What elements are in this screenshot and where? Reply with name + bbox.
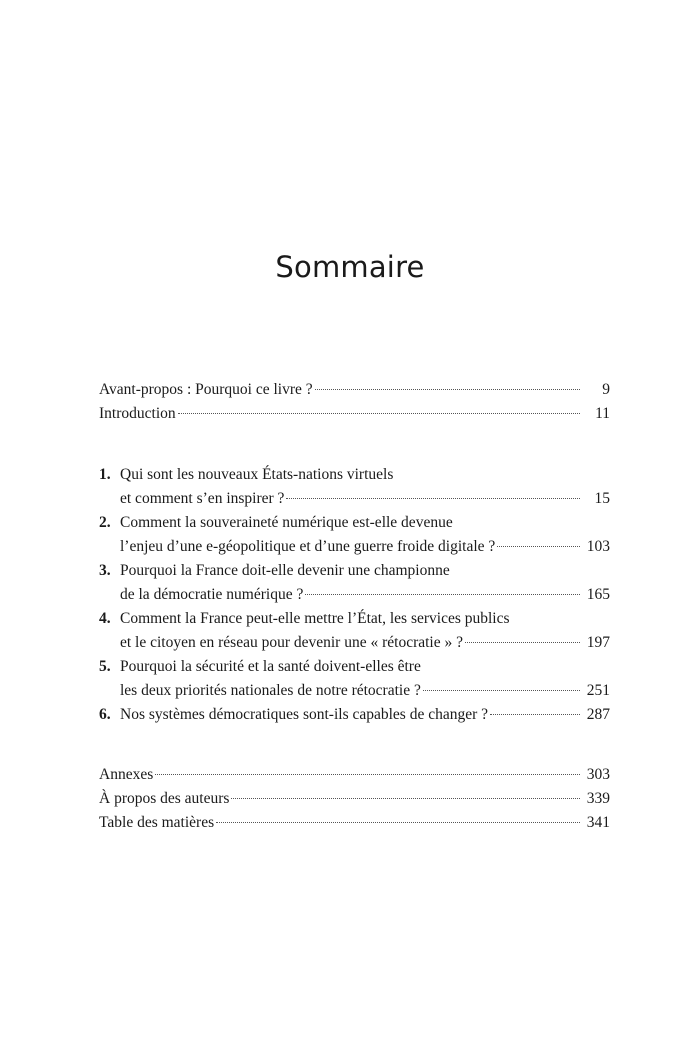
page-title: Sommaire xyxy=(275,250,425,284)
chapter-title-line: et comment s’en inspirer ? xyxy=(120,490,285,507)
chapter-title-line: Nos systèmes démocratiques sont-ils capables de changer ? xyxy=(120,706,489,723)
toc-entry-annexes[interactable] xyxy=(99,763,610,787)
toc-chapters xyxy=(99,463,610,727)
chapter-title-line: Comment la souveraineté numérique est-elle devenue xyxy=(120,514,453,531)
toc-entry-text: Avant-propos : Pourquoi ce livre ? xyxy=(99,381,313,398)
dot-leader xyxy=(155,774,580,775)
chapter-title-line: Qui sont les nouveaux États-nations virtuels xyxy=(120,466,394,483)
toc-chapter-6[interactable] xyxy=(99,703,610,727)
dot-leader xyxy=(216,822,580,823)
dot-leader xyxy=(465,642,580,643)
dot-leader xyxy=(497,546,580,547)
dot-leader xyxy=(231,798,580,799)
toc-page-number: 339 xyxy=(586,790,610,807)
chapter-title-line: les deux priorités nationales de notre rétocratie ? xyxy=(120,682,421,699)
chapter-title-line: Pourquoi la France doit-elle devenir une championne xyxy=(120,562,450,579)
toc-page-number: 303 xyxy=(586,766,610,783)
chapter-number: 5. xyxy=(99,658,111,675)
toc-entry-a-propos[interactable] xyxy=(99,787,610,811)
toc-entry-text: À propos des auteurs xyxy=(99,790,230,807)
chapter-number: 4. xyxy=(99,610,111,627)
chapter-title-line: l’enjeu d’une e-géopolitique et d’une guerre froide digitale ? xyxy=(120,538,496,555)
toc-entry-text: Table des matières xyxy=(99,814,215,831)
toc-page-number: 287 xyxy=(586,706,610,723)
dot-leader xyxy=(305,594,580,595)
chapter-title-line: et le citoyen en réseau pour devenir une « rétocratie » ? xyxy=(120,634,463,651)
chapter-number: 3. xyxy=(99,562,111,579)
chapter-number: 6. xyxy=(99,706,111,723)
dot-leader xyxy=(423,690,580,691)
toc-page-number: 341 xyxy=(586,814,610,831)
toc-entry-text: Introduction xyxy=(99,405,176,422)
toc-page-number: 197 xyxy=(586,634,610,651)
toc-page-number: 15 xyxy=(594,490,610,507)
toc-entry-introduction[interactable] xyxy=(99,402,610,426)
dot-leader xyxy=(490,714,580,715)
dot-leader xyxy=(286,498,580,499)
toc-entry-table-des-matieres[interactable] xyxy=(99,811,610,835)
chapter-title-line: Pourquoi la sécurité et la santé doivent-elles être xyxy=(120,658,421,675)
toc-page-number: 11 xyxy=(595,405,610,422)
dot-leader xyxy=(178,413,580,414)
toc-front-matter xyxy=(99,378,610,426)
toc-chapter-1[interactable] xyxy=(99,463,610,511)
toc-page-number: 251 xyxy=(586,682,610,699)
toc-page-number: 165 xyxy=(586,586,610,603)
dot-leader xyxy=(315,389,580,390)
chapter-number: 2. xyxy=(99,514,111,531)
toc-page-number: 103 xyxy=(586,538,610,555)
toc-page-number: 9 xyxy=(602,381,610,398)
chapter-title-line: de la démocratie numérique ? xyxy=(120,586,304,603)
chapter-number: 1. xyxy=(99,466,111,483)
toc-chapter-4[interactable] xyxy=(99,607,610,655)
toc-entry-avant-propos[interactable] xyxy=(99,378,610,402)
toc-chapter-3[interactable] xyxy=(99,559,610,607)
toc-chapter-5[interactable] xyxy=(99,655,610,703)
chapter-title-line: Comment la France peut-elle mettre l’État, les services publics xyxy=(120,610,510,627)
toc-entry-text: Annexes xyxy=(99,766,154,783)
toc-chapter-2[interactable] xyxy=(99,511,610,559)
toc-back-matter xyxy=(99,763,610,835)
